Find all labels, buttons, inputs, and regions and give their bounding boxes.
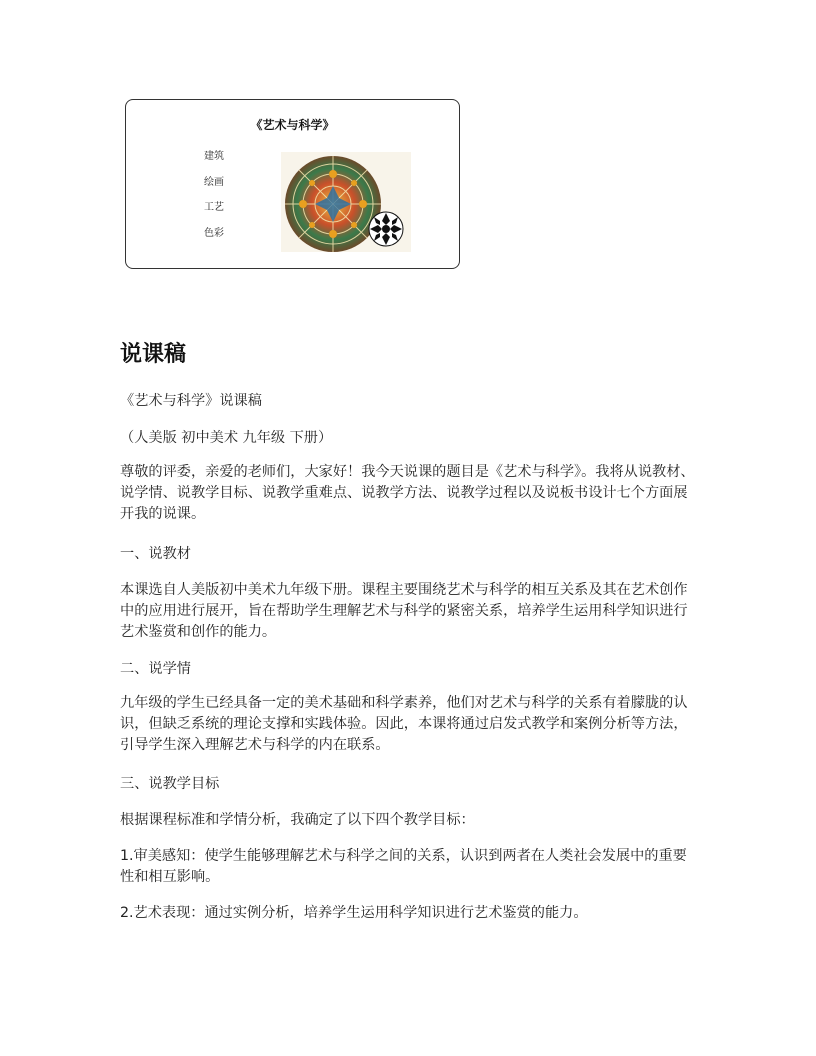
section-heading: 三、说教学目标 <box>120 776 220 792</box>
slide-topic-item: 工艺 <box>204 202 224 213</box>
document-heading: 说课稿 <box>120 342 187 367</box>
paragraph: 根据课程标准和学情分析，我确定了以下四个教学目标： <box>120 812 475 828</box>
paragraph: 《艺术与科学》说课稿 <box>120 393 262 409</box>
escher-circle-image <box>281 152 411 262</box>
goal-number: 1. <box>120 848 134 864</box>
slide-thumbnail <box>125 99 460 269</box>
paragraph: 本课选自人美版初中美术九年级下册。课程主要围绕艺术与科学的相互关系及其在艺术创作中的应用进行展开，旨在帮助学生理解艺术与科学的紧密关系，培养学生运用科学知识进行艺术鉴赏和创作的能力。 <box>120 582 688 640</box>
goal-item <box>120 846 700 888</box>
slide-topic-item: 绘画 <box>204 176 224 188</box>
slide-title: 《艺术与科学》 <box>250 118 335 132</box>
goal-text: 审美感知：使学生能够理解艺术与科学之间的关系，认识到两者在人类社会发展中的重要性和相互影响。 <box>120 848 687 885</box>
slide-topic-item: 色彩 <box>204 227 224 239</box>
section-heading: 二、说学情 <box>120 661 191 677</box>
goal-item <box>120 903 700 924</box>
paragraph: 尊敬的评委，亲爱的老师们，大家好！我今天说课的题目是《艺术与科学》。我将从说教材、说学情、说教学目标、说教学重难点、说教学方法、说教学过程以及说板书设计七个方面展开我的说课。 <box>120 464 695 522</box>
slide-topic-item: 建筑 <box>204 151 224 162</box>
circle-limit-artwork <box>281 152 411 262</box>
slide-topic-list <box>204 150 224 252</box>
section-heading: 一、说教材 <box>120 546 191 562</box>
paragraph: （人美版 初中美术 九年级 下册） <box>120 430 333 446</box>
goal-text: 艺术表现：通过实例分析，培养学生运用科学知识进行艺术鉴赏的能力。 <box>133 905 588 921</box>
paragraph: 九年级的学生已经具备一定的美术基础和科学素养，他们对艺术与科学的关系有着朦胧的认识，但缺乏系统的理论支撑和实践体验。因此，本课将通过启发式教学和案例分析等方法，引导学生深入理解艺术与科学的内在联系。 <box>120 695 688 753</box>
goal-number: 2. <box>120 905 134 921</box>
